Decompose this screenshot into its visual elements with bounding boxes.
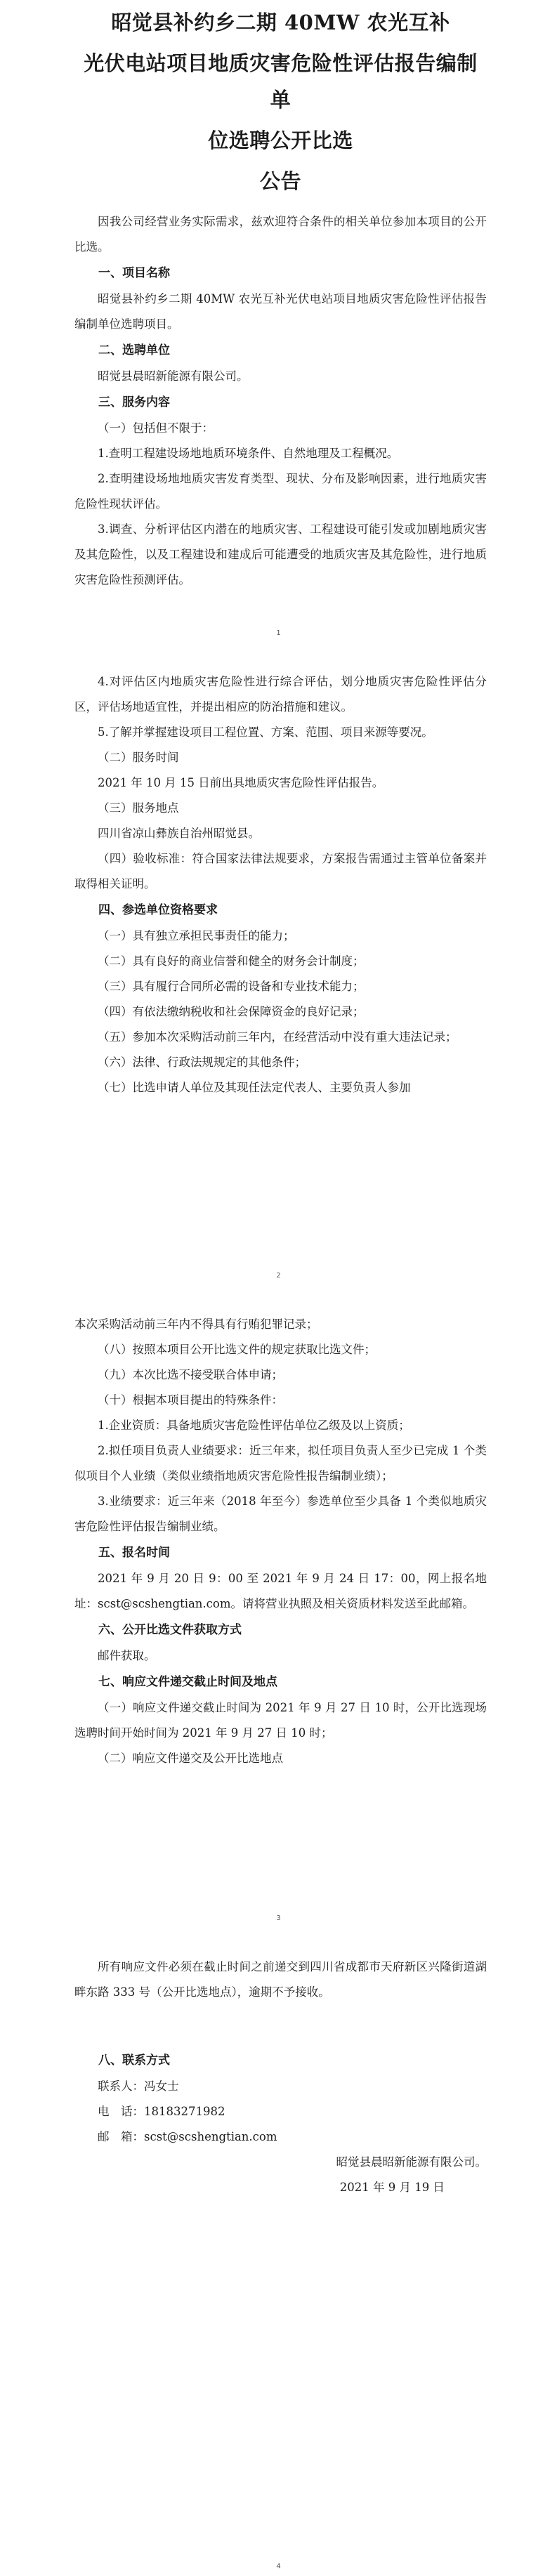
page-4 [0,1928,557,2576]
list-item: （五）参加本次采购活动前三年内，在经营活动中没有重大违法记录； [98,1030,457,1044]
section-heading: 四、参选单位资格要求 [98,903,218,917]
subsection-label: （二）服务时间 [98,751,179,764]
page-number: 2 [276,1272,281,1280]
list-item: （三）具有履行合同所必需的设备和专业技术能力； [98,980,365,993]
section-body: 昭觉县晨昭新能源有限公司。 [98,369,249,383]
title-line-2: 光伏电站项目地质灾害危险性评估报告编制单 [84,51,478,112]
list-item: （七）比选申请人单位及其现任法定代表人、主要负责人参加 [98,1081,411,1094]
section-heading: 六、公开比选文件获取方式 [98,1623,242,1637]
list-item: 2.查明建设场地地质灾害发育类型、现状、分布及影响因素，进行地质灾害危险性现状评估。 [74,472,487,511]
section-heading: 八、联系方式 [98,2053,170,2068]
subsection-label: （一）包括但不限于： [98,421,214,435]
page-2 [0,643,557,1285]
list-item: 1.查明工程建设场地地质环境条件、自然地理及工程概况。 [98,447,399,460]
subsection-label: （三）服务地点 [98,801,179,815]
contact-email: 邮 箱：scst@scshengtian.com [98,2130,277,2143]
contact-person: 联系人：冯女士 [98,2079,179,2093]
title-line-3: 位选聘公开比选 [208,129,353,152]
title-line-1: 昭觉县补约乡二期 40MW 农光互补 [111,11,450,34]
section-body: 邮件获取。 [98,1649,156,1662]
list-item: （二）具有良好的商业信誉和健全的财务会计制度； [98,954,365,968]
section-heading: 三、服务内容 [98,395,170,409]
subsection-label: （四）验收标准：符合国家法律法规要求，方案报告需通过主管单位备案并取得相关证明。 [74,852,487,891]
list-item: （九）本次比选不接受联合体申请； [98,1368,283,1381]
section-body: （一）响应文件递交截止时间为 2021 年 9 月 27 日 10 时，公开比选现场选聘时间开始时间为 2021 年 9 月 27 日 10 时； [74,1701,487,1740]
subsection-label: （二）响应文件递交及公开比选地点 [98,1752,283,1765]
list-item: 1.企业资质：具备地质灾害危险性评估单位乙级及以上资质； [98,1419,410,1432]
contact-phone: 电 话：18183271982 [98,2105,225,2118]
list-item: （八）按照本项目公开比选文件的规定获取比选文件； [98,1343,376,1356]
list-item: （十）根据本项目提出的特殊条件： [98,1393,283,1407]
title-line-4: 公告 [259,169,301,193]
section-body: 2021 年 10 月 15 日前出具地质灾害危险性评估报告。 [98,776,384,789]
page-1 [0,0,557,643]
list-item: 3.调查、分析评估区内潜在的地质灾害、工程建设可能引发或加剧地质灾害及其危险性，以及工程建设和建成后可能遭受的地质灾害及其危险性，进行地质灾害危险性预测评估。 [74,523,487,586]
list-item: （六）法律、行政法规规定的其他条件； [98,1056,306,1069]
section-heading: 五、报名时间 [98,1546,170,1560]
section-heading: 二、选聘单位 [98,343,170,357]
signature-date: 2021 年 9 月 19 日 [339,2181,445,2194]
section-heading: 七、响应文件递交截止时间及地点 [98,1675,277,1689]
section-body: 2021 年 9 月 20 日 9：00 至 2021 年 9 月 24 日 17：00，网上报名地址：scst@scshengtian.com。请将营业执照及相关资质材料发送至此邮箱。 [74,1572,487,1610]
section-body: 四川省凉山彝族自治州昭觉县。 [98,827,260,840]
page-number: 1 [276,629,281,637]
intro-paragraph: 因我公司经营业务实际需求，兹欢迎符合条件的相关单位参加本项目的公开比选。 [74,215,487,254]
section-body: 昭觉县补约乡二期 40MW 农光互补光伏电站项目地质灾害危险性评估报告编制单位选聘项目。 [74,292,487,331]
list-item: 2.拟任项目负责人业绩要求：近三年来，拟任项目负责人至少已完成 1 个类似项目个人业绩（类似业绩指地质灾害危险性报告编制业绩）； [74,1444,487,1483]
page-number: 3 [276,1914,281,1922]
page-number: 4 [276,2563,281,2570]
section-body: 所有响应文件必须在截止时间之前递交到四川省成都市天府新区兴隆街道湖畔东路 333 号（公开比选地点），逾期不予接收。 [74,1960,487,1999]
list-item: 3.业绩要求：近三年来（2018 年至今）参选单位至少具备 1 个类似地质灾害危险性评估报告编制业绩。 [74,1494,487,1533]
list-item: 4.对评估区内地质灾害危险性进行综合评估，划分地质灾害危险性评估分区，评估场地适宜性，并提出相应的防治措施和建议。 [74,675,487,714]
section-heading: 一、项目名称 [98,266,170,280]
list-item: 5.了解并掌握建设项目工程位置、方案、范围、项目来源等要况。 [98,725,433,739]
signature-company: 昭觉县晨昭新能源有限公司。 [336,2155,487,2169]
list-item-continued: 本次采购活动前三年内不得具有行贿犯罪记录； [74,1317,318,1331]
list-item: （四）有依法缴纳税收和社会保障资金的良好记录； [98,1005,365,1018]
page-3 [0,1285,557,1928]
list-item: （一）具有独立承担民事责任的能力； [98,929,295,942]
